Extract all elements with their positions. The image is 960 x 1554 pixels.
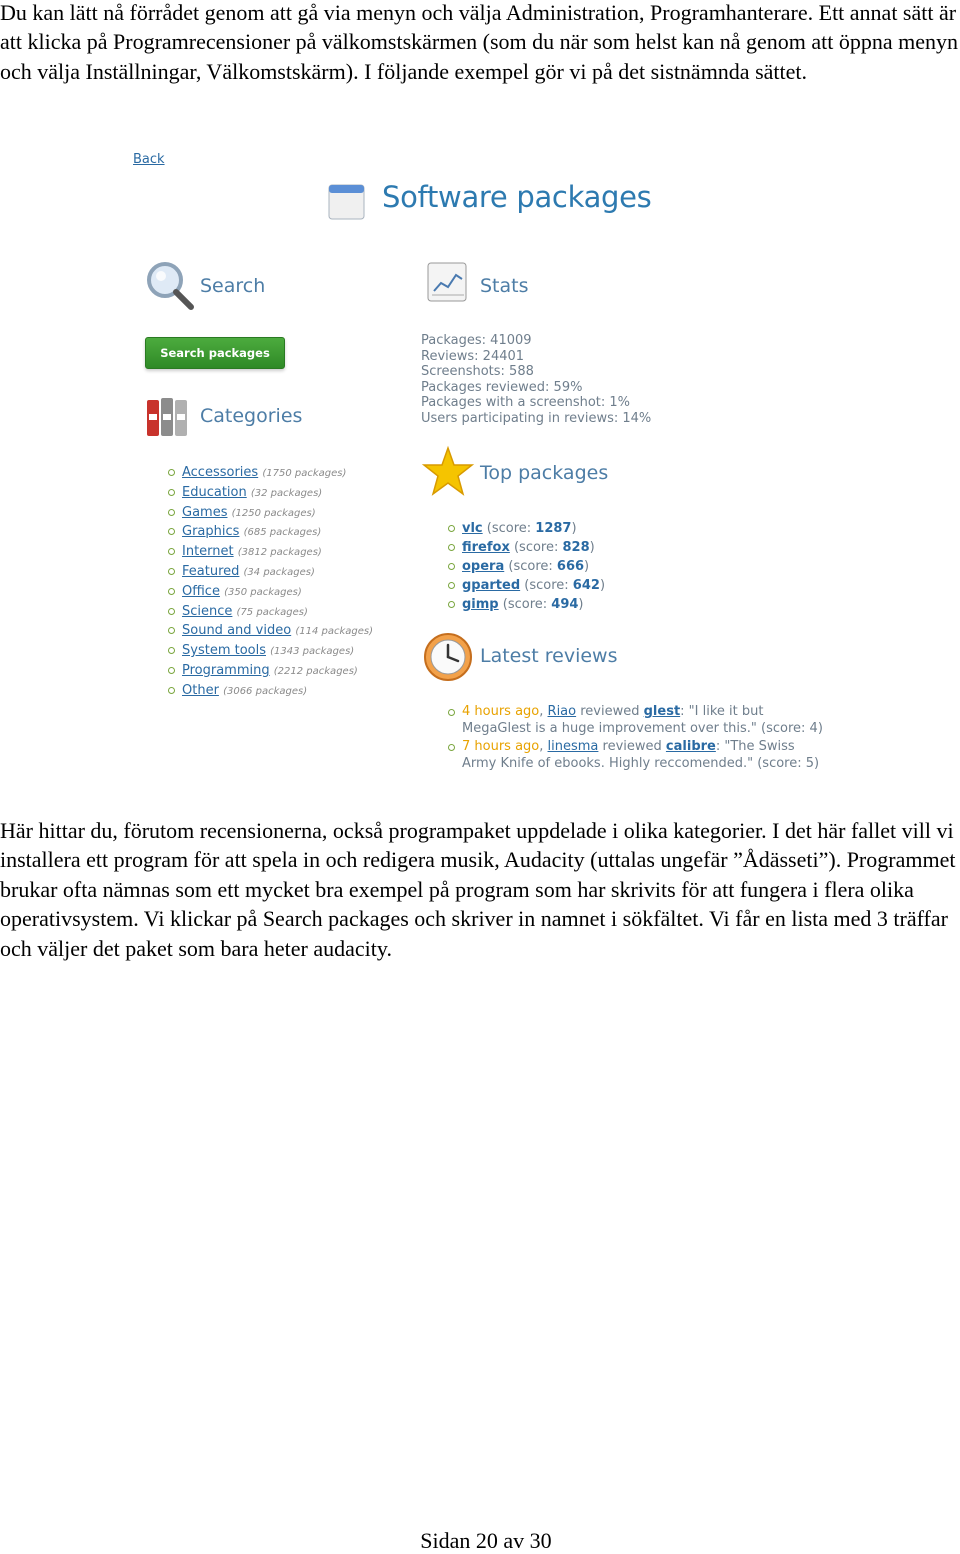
- latest-reviews-list: [448, 703, 833, 773]
- category-item: [168, 641, 373, 661]
- top-package-item: [448, 576, 605, 595]
- package-score: 1287: [535, 521, 572, 536]
- top-package-link-gimp[interactable]: gimp: [462, 597, 499, 612]
- clock-icon: [422, 631, 474, 683]
- page-title: Software packages: [382, 180, 652, 214]
- top-package-item: [448, 538, 605, 557]
- categories-heading: Categories: [200, 405, 303, 427]
- score-prefix: (score:: [508, 559, 557, 574]
- category-link-system-tools[interactable]: System tools: [182, 643, 266, 659]
- category-item: [168, 681, 373, 701]
- review-item: [448, 738, 833, 772]
- review-text: : "I like it but MegaGlest is a huge improvement over this." (score: 4): [462, 704, 823, 736]
- review-package-link[interactable]: glest: [643, 704, 681, 719]
- page-footer: Sidan 20 av 30: [420, 1528, 552, 1553]
- category-item: [168, 503, 373, 523]
- back-link[interactable]: Back: [133, 152, 165, 167]
- review-time: 7 hours ago: [462, 739, 540, 754]
- category-item: [168, 582, 373, 602]
- score-suffix: ): [584, 559, 590, 574]
- package-score: 666: [556, 559, 585, 574]
- category-count: (3066 packages): [223, 685, 308, 697]
- top-package-item: [448, 557, 605, 576]
- software-center-screenshot: [120, 140, 850, 780]
- search-packages-button[interactable]: Search packages: [145, 337, 285, 369]
- score-suffix: ): [571, 521, 577, 536]
- category-count: (1250 packages): [231, 507, 316, 519]
- score-suffix: ): [589, 540, 595, 555]
- top-package-link-firefox[interactable]: firefox: [462, 540, 510, 555]
- stat-screenshots: Screenshots: 588: [421, 364, 534, 379]
- top-packages-heading: Top packages: [480, 462, 609, 484]
- score-prefix: (score:: [486, 521, 536, 536]
- review-verb: reviewed: [598, 739, 666, 754]
- category-count: (114 packages): [295, 626, 373, 638]
- category-item: [168, 602, 373, 622]
- top-package-item: [448, 519, 605, 538]
- category-link-sound-and-video[interactable]: Sound and video: [182, 623, 292, 639]
- score-suffix: ): [578, 597, 584, 612]
- review-package-link[interactable]: calibre: [665, 739, 716, 754]
- package-icon: [327, 182, 367, 222]
- category-link-games[interactable]: Games: [182, 504, 228, 520]
- category-item: [168, 661, 373, 681]
- stats-chart-icon: [426, 261, 470, 305]
- category-item: [168, 542, 373, 562]
- category-link-graphics[interactable]: Graphics: [182, 524, 240, 540]
- review-text: : "The Swiss Army Knife of ebooks. Highly reccomended." (score: 5): [462, 739, 820, 771]
- category-count: (75 packages): [236, 606, 308, 618]
- category-count: (350 packages): [224, 586, 302, 598]
- category-count: (32 packages): [250, 487, 323, 499]
- stat-users-participating: Users participating in reviews: 14%: [421, 410, 652, 426]
- stat-packages-reviewed: Packages reviewed: 59%: [421, 379, 583, 395]
- category-link-internet[interactable]: Internet: [182, 544, 234, 560]
- review-separator: ,: [539, 739, 548, 754]
- intro-paragraph: Du kan lätt nå förrådet genom att gå via menyn och välja Administration, Programhanterare. Ett annat sätt är att klicka på Programrecensioner på välkomstskärmen (som du när som helst kan nå genom att öppna menyn och välja Inställningar, Välkomstskärm). I följande exempel gör vi på det sistnämnda sättet.: [0, 0, 958, 84]
- review-user-link[interactable]: linesma: [547, 739, 599, 754]
- review-separator: ,: [539, 704, 548, 719]
- categories-list: [168, 463, 373, 701]
- category-item: [168, 621, 373, 641]
- top-packages-list: [448, 519, 605, 614]
- top-package-link-vlc[interactable]: vlc: [462, 521, 483, 536]
- category-link-education[interactable]: Education: [182, 484, 247, 500]
- review-verb: reviewed: [576, 704, 644, 719]
- category-count: (34 packages): [243, 566, 315, 578]
- category-item: [168, 483, 373, 503]
- category-item: [168, 463, 373, 483]
- top-package-item: [448, 595, 605, 614]
- review-user-link[interactable]: Riao: [547, 704, 577, 719]
- category-link-accessories[interactable]: Accessories: [182, 465, 259, 480]
- search-icon: [144, 260, 196, 312]
- category-link-science[interactable]: Science: [182, 603, 233, 619]
- category-count: (3812 packages): [237, 547, 322, 559]
- top-package-link-gparted[interactable]: gparted: [462, 578, 521, 593]
- category-link-office[interactable]: Office: [182, 583, 220, 599]
- review-item: [448, 703, 833, 737]
- package-score: 828: [562, 540, 590, 555]
- category-link-featured[interactable]: Featured: [182, 563, 240, 579]
- stat-reviews: Reviews: 24401: [421, 348, 525, 364]
- category-count: (685 packages): [243, 527, 322, 539]
- category-count: (1343 packages): [270, 646, 355, 658]
- score-prefix: (score:: [524, 578, 573, 593]
- stats-list: [421, 333, 651, 426]
- category-item: [168, 522, 373, 542]
- package-score: 642: [572, 578, 600, 593]
- category-link-other[interactable]: Other: [182, 682, 219, 698]
- score-prefix: (score:: [513, 540, 563, 555]
- top-package-link-opera[interactable]: opera: [462, 559, 505, 574]
- category-item: [168, 562, 373, 582]
- score-suffix: ): [599, 578, 606, 593]
- stats-heading: Stats: [480, 275, 529, 297]
- categories-books-icon: [144, 394, 192, 440]
- review-time: 4 hours ago: [462, 704, 540, 719]
- explanation-paragraph: Här hittar du, förutom recensionerna, också programpaket uppdelade i olika kategorier. I det här fallet vill vi installera ett program för att spela in och redigera musik, Audacity (uttalas ungefär ”Ådässeti”). Programmet brukar ofta nämnas som ett mycket bra exempel på program som har skrivits för att fungera i flera olika operativsystem. Vi klickar på Search packages och skriver in namnet i sökfältet. Vi får en lista med 3 träffar och väljer det paket som bara heter audacity.: [0, 818, 956, 961]
- category-link-programming[interactable]: Programming: [182, 662, 270, 678]
- category-count: (2212 packages): [273, 665, 358, 677]
- package-score: 494: [551, 597, 579, 612]
- category-count: (1750 packages): [262, 468, 347, 479]
- score-prefix: (score:: [502, 597, 552, 612]
- star-icon: [421, 445, 475, 499]
- stat-packages-screenshot: Packages with a screenshot: 1%: [421, 395, 631, 410]
- stat-packages: Packages: 41009: [421, 333, 532, 348]
- search-heading: Search: [200, 275, 266, 297]
- latest-reviews-heading: Latest reviews: [480, 645, 618, 667]
